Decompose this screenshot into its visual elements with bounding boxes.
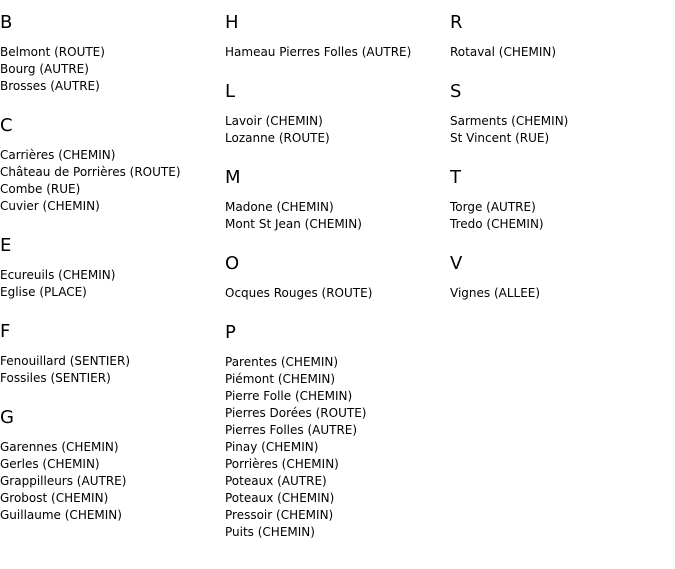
letter-group-m [225, 169, 450, 233]
letter-heading: G [0, 407, 14, 428]
street-link[interactable]: Porrières (CHEMIN) [225, 457, 339, 471]
street-list [0, 147, 225, 215]
street-link[interactable]: Piémont (CHEMIN) [225, 372, 336, 386]
list-item[interactable] [225, 490, 450, 507]
list-item[interactable] [225, 371, 450, 388]
street-link[interactable]: Bourg (AUTRE) [0, 62, 89, 76]
letter-heading: P [225, 322, 236, 343]
list-item[interactable] [225, 524, 450, 541]
street-link[interactable]: Brosses (AUTRE) [0, 79, 100, 93]
street-link[interactable]: Pierres Dorées (ROUTE) [225, 406, 367, 420]
street-link[interactable]: Pierres Folles (AUTRE) [225, 423, 358, 437]
list-item[interactable] [450, 285, 675, 302]
letter-group-h [225, 14, 450, 61]
letter-group-e [0, 237, 225, 301]
list-item[interactable] [450, 113, 675, 130]
letter-group-s [450, 83, 675, 147]
street-list [225, 113, 450, 147]
list-item[interactable] [450, 199, 675, 216]
letter-heading: L [225, 81, 236, 102]
letter-heading: B [0, 12, 13, 33]
letter-heading: H [225, 12, 239, 33]
street-link[interactable]: Guillaume (CHEMIN) [0, 508, 122, 522]
letter-group-t [450, 169, 675, 233]
street-link[interactable]: Cuvier (CHEMIN) [0, 199, 100, 213]
street-link[interactable]: Torge (AUTRE) [450, 200, 536, 214]
street-list [225, 199, 450, 233]
list-item[interactable] [225, 44, 450, 61]
street-link[interactable]: Poteaux (CHEMIN) [225, 491, 335, 505]
street-link[interactable]: Hameau Pierres Folles (AUTRE) [225, 45, 412, 59]
letter-heading: C [0, 115, 13, 136]
letter-heading: R [450, 12, 463, 33]
street-link[interactable]: Fossiles (SENTIER) [0, 371, 111, 385]
letter-heading: S [450, 81, 462, 102]
letter-group-p [225, 324, 450, 541]
list-item[interactable] [0, 164, 225, 181]
street-link[interactable]: Eglise (PLACE) [0, 285, 87, 299]
street-link[interactable]: Rotaval (CHEMIN) [450, 45, 557, 59]
street-list [225, 44, 450, 61]
list-item[interactable] [0, 198, 225, 215]
list-item[interactable] [225, 113, 450, 130]
column-2 [225, 0, 450, 541]
list-item[interactable] [0, 181, 225, 198]
list-item[interactable] [450, 44, 675, 61]
list-item[interactable] [0, 439, 225, 456]
letter-group-r [450, 14, 675, 61]
list-item[interactable] [225, 354, 450, 371]
street-list [450, 199, 675, 233]
street-link[interactable]: Ecureuils (CHEMIN) [0, 268, 116, 282]
letter-group-c [0, 117, 225, 215]
column-3 [450, 0, 675, 302]
list-item[interactable] [225, 507, 450, 524]
list-item[interactable] [0, 267, 225, 284]
street-link[interactable]: Puits (CHEMIN) [225, 525, 315, 539]
street-link[interactable]: Pinay (CHEMIN) [225, 440, 319, 454]
list-item[interactable] [0, 507, 225, 524]
letter-heading: E [0, 235, 12, 256]
street-list [450, 113, 675, 147]
street-list [225, 354, 450, 541]
list-item[interactable] [0, 490, 225, 507]
street-link[interactable]: Belmont (ROUTE) [0, 45, 105, 59]
list-item[interactable] [225, 439, 450, 456]
street-list [450, 44, 675, 61]
street-list [225, 285, 450, 302]
street-list [450, 285, 675, 302]
letter-heading: V [450, 253, 463, 274]
list-item[interactable] [225, 388, 450, 405]
street-link[interactable]: Pierre Folle (CHEMIN) [225, 389, 353, 403]
street-link[interactable]: Sarments (CHEMIN) [450, 114, 569, 128]
list-item[interactable] [225, 456, 450, 473]
list-item[interactable] [0, 473, 225, 490]
street-link[interactable]: Madone (CHEMIN) [225, 200, 334, 214]
street-link[interactable]: Garennes (CHEMIN) [0, 440, 119, 454]
street-list [0, 353, 225, 387]
street-link[interactable]: Combe (RUE) [0, 182, 81, 196]
list-item[interactable] [450, 130, 675, 147]
letter-heading: M [225, 167, 241, 188]
list-item[interactable] [0, 61, 225, 78]
list-item[interactable] [0, 44, 225, 61]
street-link[interactable]: Vignes (ALLEE) [450, 286, 541, 300]
letter-heading: F [0, 321, 11, 342]
list-item[interactable] [0, 353, 225, 370]
street-link[interactable]: Gerles (CHEMIN) [0, 457, 100, 471]
street-link[interactable]: Lavoir (CHEMIN) [225, 114, 323, 128]
letter-heading: T [450, 167, 461, 188]
street-link[interactable]: Ocques Rouges (ROUTE) [225, 286, 373, 300]
list-item[interactable] [225, 199, 450, 216]
letter-group-v [450, 255, 675, 302]
street-link[interactable]: Grappilleurs (AUTRE) [0, 474, 127, 488]
list-item[interactable] [0, 147, 225, 164]
street-link[interactable]: Fenouillard (SENTIER) [0, 354, 131, 368]
list-item[interactable] [225, 422, 450, 439]
street-link[interactable]: Pressoir (CHEMIN) [225, 508, 334, 522]
street-link[interactable]: Parentes (CHEMIN) [225, 355, 339, 369]
list-item[interactable] [0, 370, 225, 387]
letter-group-l [225, 83, 450, 147]
street-list [0, 44, 225, 95]
street-link[interactable]: Mont St Jean (CHEMIN) [225, 217, 362, 231]
street-link[interactable]: Poteaux (AUTRE) [225, 474, 327, 488]
list-item[interactable] [225, 285, 450, 302]
list-item[interactable] [0, 78, 225, 95]
letter-group-o [225, 255, 450, 302]
list-item[interactable] [0, 456, 225, 473]
list-item[interactable] [0, 284, 225, 301]
street-list [0, 439, 225, 524]
column-1 [0, 0, 225, 524]
letter-group-b [0, 14, 225, 95]
list-item[interactable] [225, 216, 450, 233]
letter-heading: O [225, 253, 240, 274]
street-link[interactable]: Château de Porrières (ROUTE) [0, 165, 181, 179]
street-link[interactable]: St Vincent (RUE) [450, 131, 550, 145]
list-item[interactable] [225, 130, 450, 147]
list-item[interactable] [225, 473, 450, 490]
list-item[interactable] [450, 216, 675, 233]
list-item[interactable] [225, 405, 450, 422]
street-list [0, 267, 225, 301]
letter-group-g [0, 409, 225, 524]
street-link[interactable]: Grobost (CHEMIN) [0, 491, 109, 505]
street-link[interactable]: Lozanne (ROUTE) [225, 131, 330, 145]
letter-group-f [0, 323, 225, 387]
street-link[interactable]: Carrières (CHEMIN) [0, 148, 116, 162]
street-link[interactable]: Tredo (CHEMIN) [450, 217, 544, 231]
